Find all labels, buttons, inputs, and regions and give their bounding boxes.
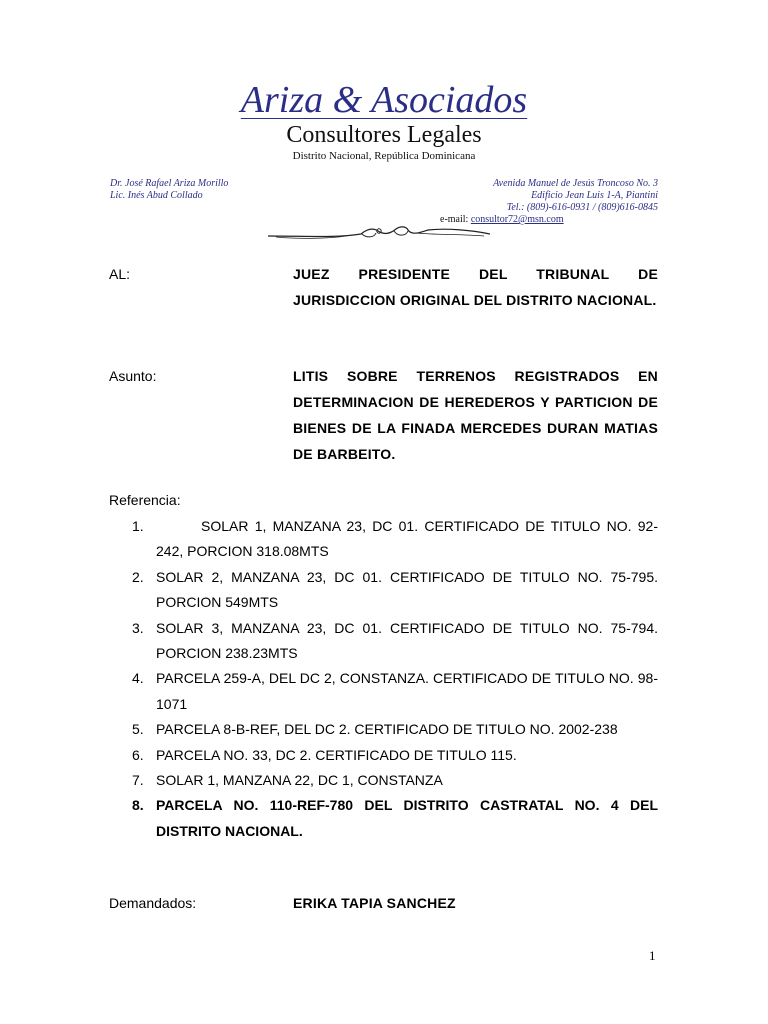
lawyer-name: Dr. José Rafael Ariza Morillo <box>110 178 229 189</box>
list-item <box>109 666 658 717</box>
list-text: PARCELA 259-A, DEL DC 2, CONSTANZA. CERTIFICADO DE TITULO NO. 98-1071 <box>156 670 658 712</box>
list-item <box>109 717 658 742</box>
list-number: 7. <box>132 772 144 789</box>
list-number: 5. <box>132 721 144 738</box>
list-number: 1. <box>132 518 144 534</box>
list-text: SOLAR 2, MANZANA 23, DC 01. CERTIFICADO DE TITULO NO. 75-795. PORCION 549MTS <box>156 568 658 611</box>
list-item <box>109 514 658 565</box>
referencia-label: Referencia: <box>109 492 181 508</box>
address-line: Edificio Jean Luis 1-A, Piantini <box>531 190 658 201</box>
list-item <box>109 743 658 768</box>
email-link[interactable]: consultor72@msn.com <box>470 214 564 225</box>
al-recipient: JUEZ PRESIDENTE DEL TRIBUNAL DE JURISDICCION ORIGINAL DEL DISTRITO NACIONAL. <box>293 266 658 308</box>
address-line: Avenida Manuel de Jesús Troncoso No. 3 <box>493 178 658 189</box>
al-label: AL: <box>109 266 131 282</box>
demandados-label: Demandados: <box>109 895 197 911</box>
list-number: 3. <box>132 619 144 636</box>
list-text: PARCELA NO. 33, DC 2. CERTIFICADO DE TITULO 115. <box>156 746 517 763</box>
list-number: 4. <box>132 670 144 687</box>
asunto-label: Asunto: <box>109 368 157 384</box>
phone-line: Tel.: (809)-616-0931 / (809)616-0845 <box>506 202 658 213</box>
demandados-text: ERIKA TAPIA SANCHEZ <box>293 895 456 911</box>
list-item <box>109 565 658 616</box>
asunto-text: LITIS SOBRE TERRENOS REGISTRADOS EN DETERMINACION DE HEREDEROS Y PARTICION DE BIENES DE LA FINADA MERCEDES DURAN MATIAS DE BARBEITO. <box>293 368 658 462</box>
list-item <box>109 793 658 844</box>
list-text: SOLAR 1, MANZANA 22, DC 1, CONSTANZA <box>156 772 443 789</box>
firm-location: Distrito Nacional, República Dominicana <box>292 150 476 162</box>
list-number: 2. <box>132 568 144 585</box>
list-text: PARCELA NO. 110-REF-780 DEL DISTRITO CASTRATAL NO. 4 DEL DISTRITO NACIONAL. <box>156 797 658 839</box>
list-number: 8. <box>132 797 144 814</box>
firm-address <box>493 178 658 214</box>
firm-subtitle: Consultores Legales <box>286 122 482 148</box>
list-text: SOLAR 3, MANZANA 23, DC 01. CERTIFICADO DE TITULO NO. 75-794. PORCION 238.23MTS <box>156 619 658 662</box>
flourish-ornament <box>266 222 492 242</box>
list-number: 6. <box>132 746 144 763</box>
list-text: SOLAR 1, MANZANA 23, DC 01. CERTIFICADO DE TITULO NO. 92-242, PORCION 318.08MTS <box>156 518 658 560</box>
firm-name: Ariza & Asociados <box>240 79 528 121</box>
list-item <box>109 768 658 793</box>
page-number: 1 <box>649 948 656 963</box>
reference-list <box>109 514 658 844</box>
email-label: e-mail: <box>440 214 469 225</box>
list-text: PARCELA 8-B-REF, DEL DC 2. CERTIFICADO DE TITULO NO. 2002-238 <box>156 721 618 738</box>
lawyer-names <box>110 178 228 202</box>
list-item <box>109 616 658 667</box>
lawyer-name: Lic. Inés Abud Collado <box>110 190 203 201</box>
